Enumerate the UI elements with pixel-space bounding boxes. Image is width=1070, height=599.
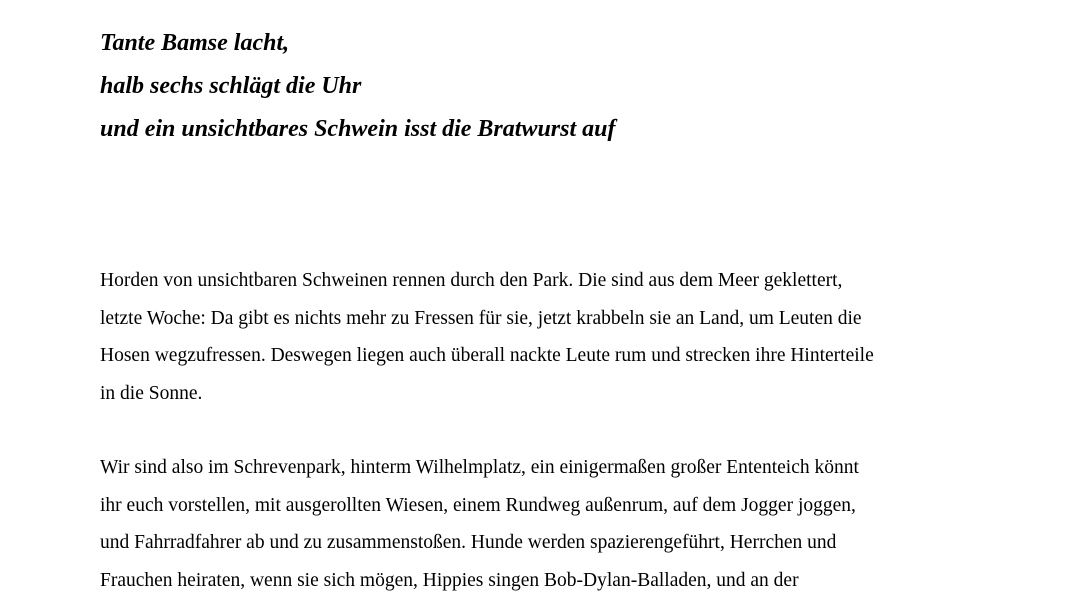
paragraph-1 xyxy=(100,262,980,412)
poem-title xyxy=(100,22,1000,151)
paragraph-2 xyxy=(100,449,980,599)
title-line-2: halb sechs schlägt die Uhr xyxy=(100,73,362,99)
paragraph-line: Frauchen heiraten, wenn sie sich mögen, Hippies singen Bob-Dylan-Balladen, und an der xyxy=(100,569,799,591)
paragraph-line: letzte Woche: Da gibt es nichts mehr zu Fressen für sie, jetzt krabbeln sie an Land, um Leuten die xyxy=(100,307,862,329)
paragraph-line: Wir sind also im Schrevenpark, hinterm Wilhelmplatz, ein einigermaßen großer Ententeich könnt xyxy=(100,457,859,478)
paragraph-line: und Fahrradfahrer ab und zu zusammenstoßen. Hunde werden spazierengeführt, Herrchen und xyxy=(100,532,837,553)
paragraph-line: in die Sonne. xyxy=(100,382,203,404)
title-line-3: und ein unsichtbares Schwein isst die Bratwurst auf xyxy=(100,116,616,142)
paragraph-line: Horden von unsichtbaren Schweinen rennen durch den Park. Die sind aus dem Meer geklettert, xyxy=(100,270,843,291)
paragraph-line: ihr euch vorstellen, mit ausgerollten Wiesen, einem Rundweg außenrum, auf dem Jogger joggen, xyxy=(100,494,856,516)
title-line-1: Tante Bamse lacht, xyxy=(100,30,290,56)
paragraph-line: Hosen wegzufressen. Deswegen liegen auch überall nackte Leute rum und strecken ihre Hinterteile xyxy=(100,345,874,366)
